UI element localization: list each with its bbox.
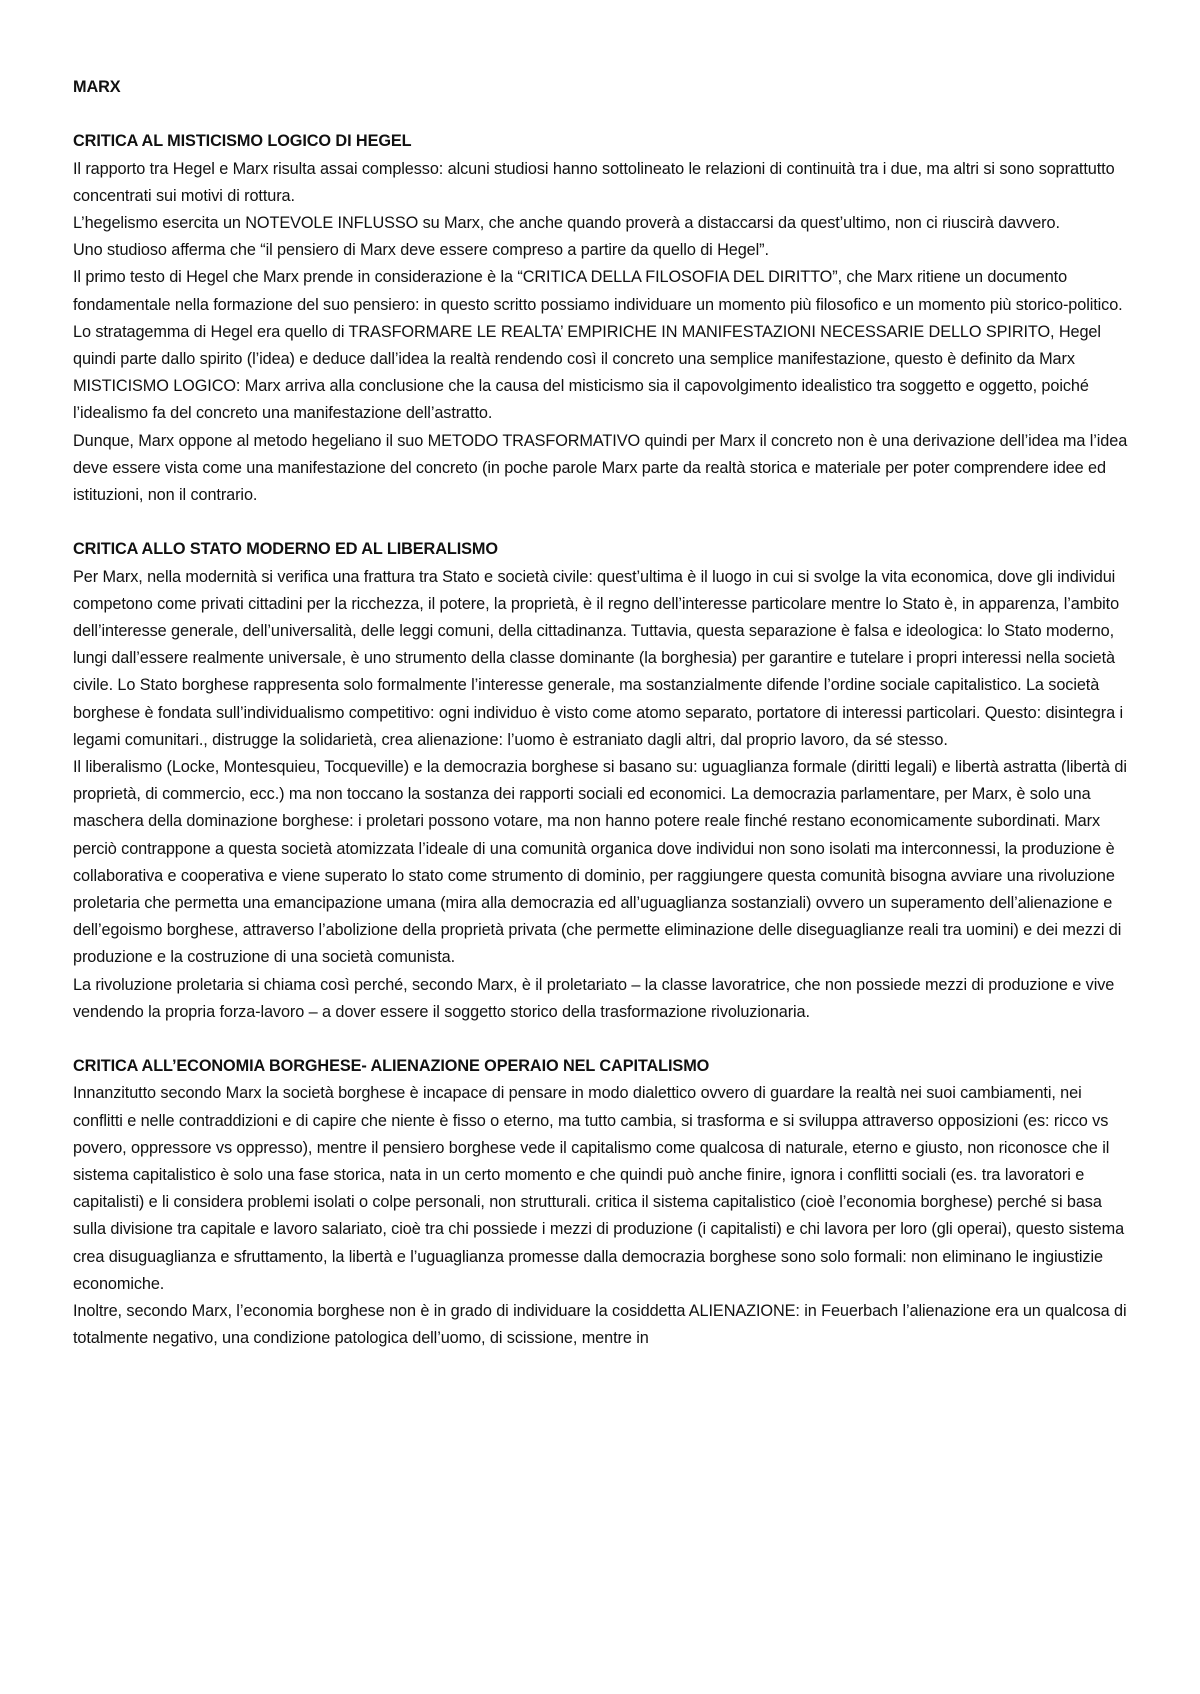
paragraph: Lo stratagemma di Hegel era quello di TRASFORMARE LE REALTA’ EMPIRICHE IN MANIFESTAZIONI NECESSARIE DELLO SPIRITO, Hegel quindi parte dallo spirito (l’idea) e deduce dall’idea la realtà rendendo così il concreto una semplice manifestazione, questo è definito da Marx MISTICISMO LOGICO: Marx arriva alla conclusione che la causa del misticismo sia il capovolgimento idealistico tra soggetto e oggetto, poiché l’idealismo fa del concreto una manifestazione dell’astratto. bbox=[73, 322, 1101, 423]
paragraph: Dunque, Marx oppone al metodo hegeliano il suo METODO TRASFORMATIVO quindi per Marx il concreto non è una derivazione dell’idea ma l’idea deve essere vista come una manifestazione del concreto (in poche parole Marx parte da realtà storica e materiale per poter comprendere idee ed istituzioni, non il contrario. bbox=[73, 431, 1128, 505]
paragraph: La rivoluzione proletaria si chiama così perché, secondo Marx, è il proletariato – la classe lavoratrice, che non possiede mezzi di produzione e vive vendendo la propria forza-lavoro – a dover essere il soggetto storico della trasformazione rivoluzionaria. bbox=[73, 975, 1115, 1021]
section-hegel bbox=[73, 128, 1135, 509]
blank-line bbox=[73, 1026, 1135, 1053]
section-stato-moderno bbox=[73, 536, 1135, 1026]
paragraph: Uno studioso afferma che “il pensiero di Marx deve essere compreso a partire da quello di Hegel”. bbox=[73, 241, 769, 260]
section-heading: CRITICA ALLO STATO MODERNO ED AL LIBERALISMO bbox=[73, 540, 498, 559]
paragraph: Innanzitutto secondo Marx la società borghese è incapace di pensare in modo dialettico ovvero di guardare la realtà nei suoi cambiamenti, nei conflitti e nelle contraddizioni e di capire che niente è fisso o eterno, ma tutto cambia, si trasforma e si sviluppa attraverso opposizioni (es: ricco vs povero, oppressore vs oppresso), mentre il pensiero borghese vede il capitalismo come qualcosa di naturale, eterno e giusto, non riconosce che il sistema capitalistico è solo una fase storica, nata in un certo momento e che quindi può anche finire, ignora i conflitti sociali (es. tra lavoratori e capitalisti) e li considera problemi isolati o colpe personali, non strutturali. critica il sistema capitalistico (cioè l’economia borghese) perché si basa sulla divisione tra capitale e lavoro salariato, cioè tra chi possiede i mezzi di produzione (i capitalisti) e chi lavora per loro (gli operai), questo sistema crea disuguaglianza e sfruttamento, la libertà e l’uguaglianza promesse dalla democrazia borghese sono solo formali: non eliminano le ingiustizie economiche. bbox=[73, 1084, 1125, 1293]
paragraph: Per Marx, nella modernità si verifica una frattura tra Stato e società civile: quest’ultima è il luogo in cui si svolge la vita economica, dove gli individui competono come privati cittadini per la ricchezza, il potere, la proprietà, è il regno dell’interesse particolare mentre lo Stato è, in apparenza, l’ambito dell’interesse generale, dell’universalità, delle leggi comuni, della cittadinanza. Tuttavia, questa separazione è falsa e ideologica: lo Stato moderno, lungi dall’essere realmente universale, è uno strumento della classe dominante (la borghesia) per garantire e tutelare i propri interessi nella società civile. Lo Stato borghese rappresenta solo formalmente l’interesse generale, ma sostanzialmente difende l’ordine sociale capitalistico. La società borghese è fondata sull’individualismo competitivo: ogni individuo è visto come atomo separato, portatore di interessi particolari. Questo: disintegra i legami comunitari., distrugge la solidarietà, crea alienazione: l’uomo è estraniato dagli altri, dal proprio lavoro, da sé stesso. bbox=[73, 567, 1123, 749]
paragraph: L’hegelismo esercita un NOTEVOLE INFLUSSO su Marx, che anche quando proverà a distaccarsi da quest’ultimo, non ci riuscirà davvero. bbox=[73, 213, 1060, 232]
paragraph: Il liberalismo (Locke, Montesquieu, Tocqueville) e la democrazia borghese si basano su: uguaglianza formale (diritti legali) e libertà astratta (libertà di proprietà, di commercio, ecc.) ma non toccano la sostanza dei rapporti sociali ed economici. La democrazia parlamentare, per Marx, è solo una maschera della dominazione borghese: i proletari possono votare, ma non hanno potere reale finché restano economicamente subordinati. Marx perciò contrappone a questa società atomizzata l’ideale di una comunità organica dove individui non sono isolati ma interconnessi, la produzione è collaborativa e cooperativa e viene superato lo stato come strumento di dominio, per raggiungere questa comunità bisogna avviare una rivoluzione proletaria che permetta una emancipazione umana (mira alla democrazia ed all’uguaglianza sostanziali) ovvero un superamento dell’alienazione e dell’egoismo borghese, attraverso l’abolizione della proprietà privata (che permette eliminazione delle diseguaglianze reali tra uomini) e dei mezzi di produzione e la costruzione di una società comunista. bbox=[73, 758, 1127, 967]
section-heading: CRITICA ALL’ECONOMIA BORGHESE- ALIENAZIONE OPERAIO NEL CAPITALISMO bbox=[73, 1057, 710, 1076]
document-page bbox=[73, 74, 1135, 1352]
blank-line bbox=[73, 101, 1135, 128]
section-heading: CRITICA AL MISTICISMO LOGICO DI HEGEL bbox=[73, 132, 412, 151]
document-title: MARX bbox=[73, 78, 121, 96]
section-economia-borghese bbox=[73, 1053, 1135, 1352]
blank-line bbox=[73, 509, 1135, 536]
paragraph: Inoltre, secondo Marx, l’economia borghese non è in grado di individuare la cosiddetta ALIENAZIONE: in Feuerbach l’alienazione era un qualcosa di totalmente negativo, una condizione patologica dell’uomo, di scissione, mentre in bbox=[73, 1302, 1127, 1348]
paragraph: Il primo testo di Hegel che Marx prende in considerazione è la “CRITICA DELLA FILOSOFIA DEL DIRITTO”, che Marx ritiene un documento fondamentale nella formazione del suo pensiero: in questo scritto possiamo individuare un momento più filosofico e un momento più storico-politico. bbox=[73, 268, 1123, 314]
paragraph: Il rapporto tra Hegel e Marx risulta assai complesso: alcuni studiosi hanno sottolineato le relazioni di continuità tra i due, ma altri si sono soprattutto concentrati sui motivi di rottura. bbox=[73, 159, 1115, 205]
